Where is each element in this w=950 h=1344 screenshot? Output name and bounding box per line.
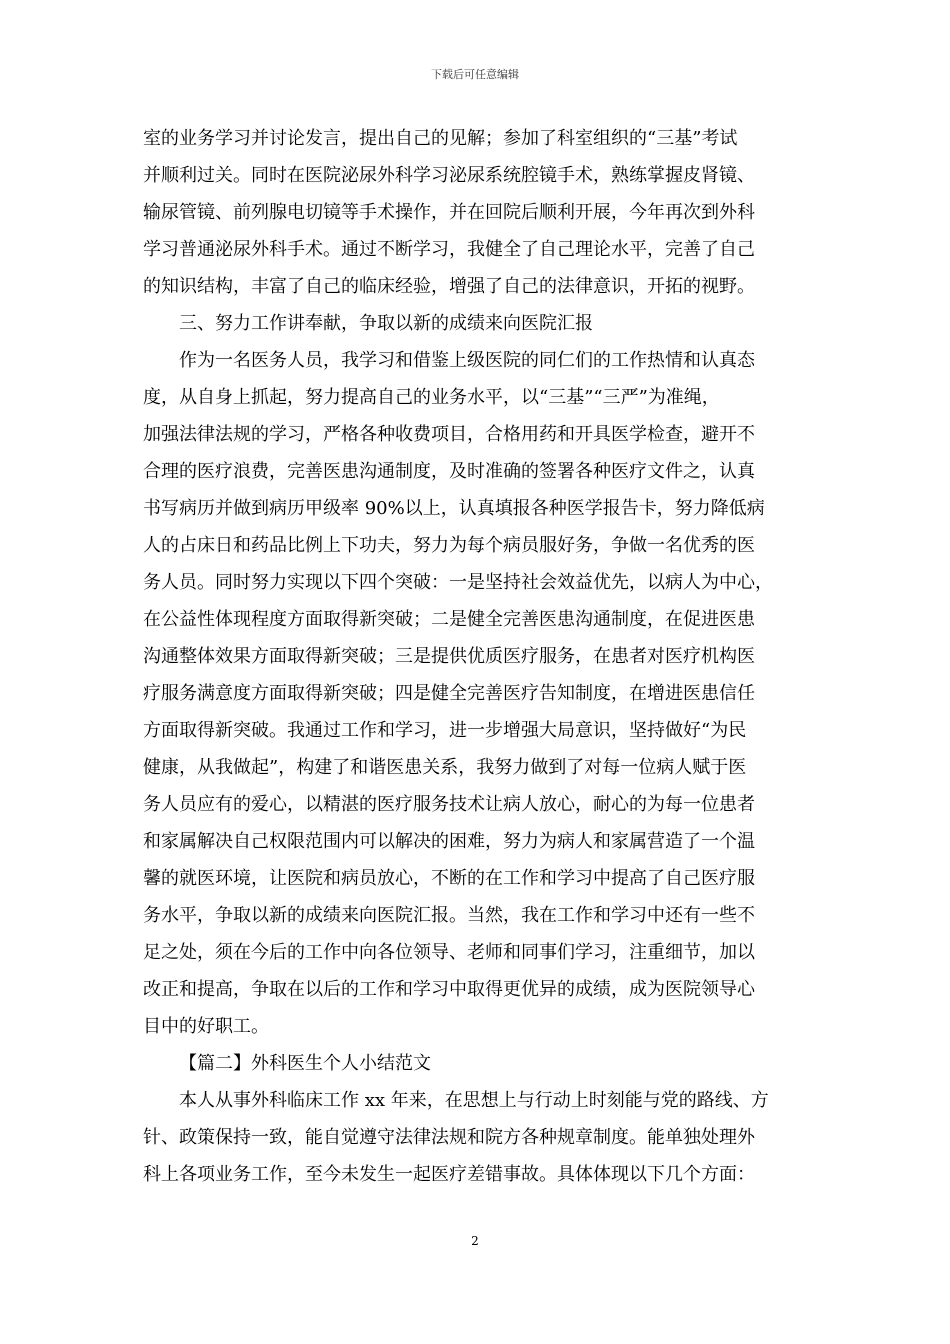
text-line: 和家属解决自己权限范围内可以解决的困难，努力为病人和家属营造了一个温	[143, 831, 755, 852]
text-line: 的知识结构，丰富了自己的临床经验，增强了自己的法律意识，开拓的视野。	[143, 276, 755, 297]
text-line: 务人员。同时努力实现以下四个突破：一是坚持社会效益优先，以病人为中心，	[143, 572, 773, 593]
text-line: 目中的好职工。	[143, 1016, 269, 1037]
text-line: 室的业务学习并讨论发言，提出自己的见解；参加了科室组织的“三基”考试	[143, 128, 738, 149]
text-line: 方面取得新突破。我通过工作和学习，进一步增强大局意识，坚持做好“为民	[143, 720, 747, 741]
text-line: 健康，从我做起”，构建了和谐医患关系，我努力做到了对每一位病人赋于医	[143, 757, 747, 778]
text-line: 【篇二】外科医生个人小结范文	[179, 1053, 431, 1074]
text-line: 足之处，须在今后的工作中向各位领导、老师和同事们学习，注重细节，加以	[143, 942, 755, 963]
text-line: 科上各项业务工作，至今未发生一起医疗差错事故。具体体现以下几个方面：	[143, 1164, 755, 1185]
text-line: 务水平，争取以新的成绩来向医院汇报。当然，我在工作和学习中还有一些不	[143, 905, 755, 926]
text-line: 书写病历并做到病历甲级率 90%以上，认真填报各种医学报告卡，努力降低病	[143, 498, 765, 519]
document-body	[143, 120, 811, 1193]
text-line: 疗服务满意度方面取得新突破；四是健全完善医疗告知制度，在增进医患信任	[143, 683, 755, 704]
text-line: 改正和提高，争取在以后的工作和学习中取得更优异的成绩，成为医院领导心	[143, 979, 755, 1000]
text-line: 加强法律法规的学习，严格各种收费项目，合格用药和开具医学检查，避开不	[143, 424, 755, 445]
text-line: 本人从事外科临床工作 xx 年来，在思想上与行动上时刻能与党的路线、方	[179, 1090, 769, 1111]
text-line: 作为一名医务人员，我学习和借鉴上级医院的同仁们的工作热情和认真态	[179, 350, 755, 371]
page-number: 2	[471, 1234, 479, 1248]
text-line: 合理的医疗浪费，完善医患沟通制度，及时准确的签署各种医疗文件之，认真	[143, 461, 755, 482]
text-line: 并顺利过关。同时在医院泌尿外科学习泌尿系统腔镜手术，熟练掌握皮肾镜、	[143, 165, 755, 186]
text-line: 馨的就医环境，让医院和病员放心，不断的在工作和学习中提高了自己医疗服	[143, 868, 755, 889]
text-line: 务人员应有的爱心，以精湛的医疗服务技术让病人放心，耐心的为每一位患者	[143, 794, 755, 815]
text-line: 学习普通泌尿外科手术。通过不断学习，我健全了自己理论水平，完善了自己	[143, 239, 755, 260]
text-line: 人的占床日和药品比例上下功夫，努力为每个病员服好务，争做一名优秀的医	[143, 535, 755, 556]
text-line: 沟通整体效果方面取得新突破；三是提供优质医疗服务，在患者对医疗机构医	[143, 646, 755, 667]
text-line: 度，从自身上抓起，努力提高自己的业务水平，以“三基”“三严”为准绳，	[143, 387, 720, 408]
text-line: 三、努力工作讲奉献，争取以新的成绩来向医院汇报	[179, 313, 593, 334]
text-line: 针、政策保持一致，能自觉遵守法律法规和院方各种规章制度。能单独处理外	[143, 1127, 755, 1148]
page-header: 下载后可任意编辑	[431, 68, 519, 81]
text-line: 输尿管镜、前列腺电切镜等手术操作，并在回院后顺利开展，今年再次到外科	[143, 202, 755, 223]
text-line: 在公益性体现程度方面取得新突破；二是健全完善医患沟通制度，在促进医患	[143, 609, 755, 630]
